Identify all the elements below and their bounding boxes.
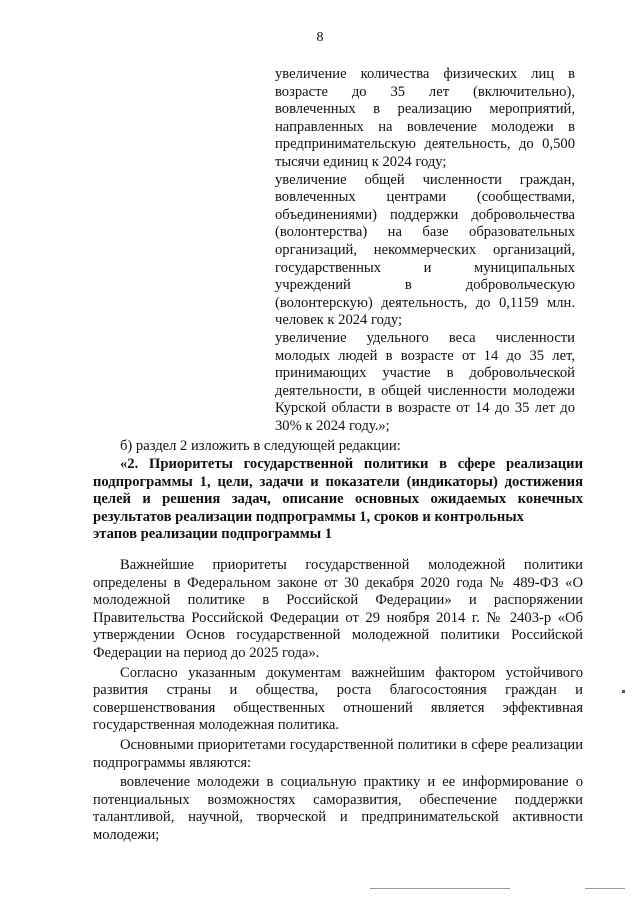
amendment-item-b [93,438,583,456]
section-heading [93,456,583,544]
indicator-list [275,66,575,435]
scan-artifact-line [370,888,510,889]
scan-artifact-line [585,888,625,889]
section-heading-main: «2. Приоритеты государственной политики в сфере реализации подпрограммы 1, цели, задачи и показатели (индикаторы) достижения целей и решения задач, описание основных ожидаемых конечных результатов реализации подпрограммы 1, сроков и контрольных [93,456,583,525]
section-heading-last: этапов реализации подпрограммы 1 [93,526,333,543]
indicator-item: увеличение удельного веса численности молодых людей в возрасте от 14 до 35 лет, принимающих участие в добровольческой деятельности, в общей численности молодежи Курской области в возрасте от 14 до 35 лет до 30% к 2024 году.»; [275,329,575,434]
indicator-item: увеличение общей численности граждан, вовлеченных центрами (сообществами, объединениями) поддержки добровольчества (волонтерства) на базе образовательных организаций, некоммерческих организаций, государственных и муниципальных учреждений в добровольческую (волонтерскую) деятельность, до 0,1159 млн. человек к 2024 году; [275,171,575,329]
page-number: 8 [316,30,324,45]
scan-edge-mark [622,690,625,693]
paragraph: Важнейшие приоритеты государственной молодежной политики определены в Федеральном законе от 30 декабря 2020 года № 489-ФЗ «О молодежной политике в Российской Федерации» и распоряжении Правительства Российской Федерации от 29 ноября 2014 г. № 2403-р «Об утверждении Основ государственной молодежной политики Российской Федерации на период до 2025 года». [93,557,583,661]
paragraph: Согласно указанным документам важнейшим фактором устойчивого развития страны и общества, роста благосостояния граждан и совершенствования общественных отношений является эффективная государственная молодежная политика. [93,664,583,734]
amendment-text: б) раздел 2 изложить в следующей редакции: [120,438,401,454]
paragraph: вовлечение молодежи в социальную практику и ее информирование о потенциальных возможностях саморазвития, обеспечение поддержки талантливой, научной, творческой и предпринимательской активности молодежи; [93,774,583,843]
section-body [93,557,583,847]
indicator-item: увеличение количества физических лиц в возрасте до 35 лет (включительно), вовлеченных в реализацию мероприятий, направленных на вовлечение молодежи в предпринимательскую деятельность, до 0,500 тысячи единиц к 2024 году; [275,66,575,170]
paragraph: Основными приоритетами государственной политики в сфере реализации подпрограммы являются: [93,736,583,771]
